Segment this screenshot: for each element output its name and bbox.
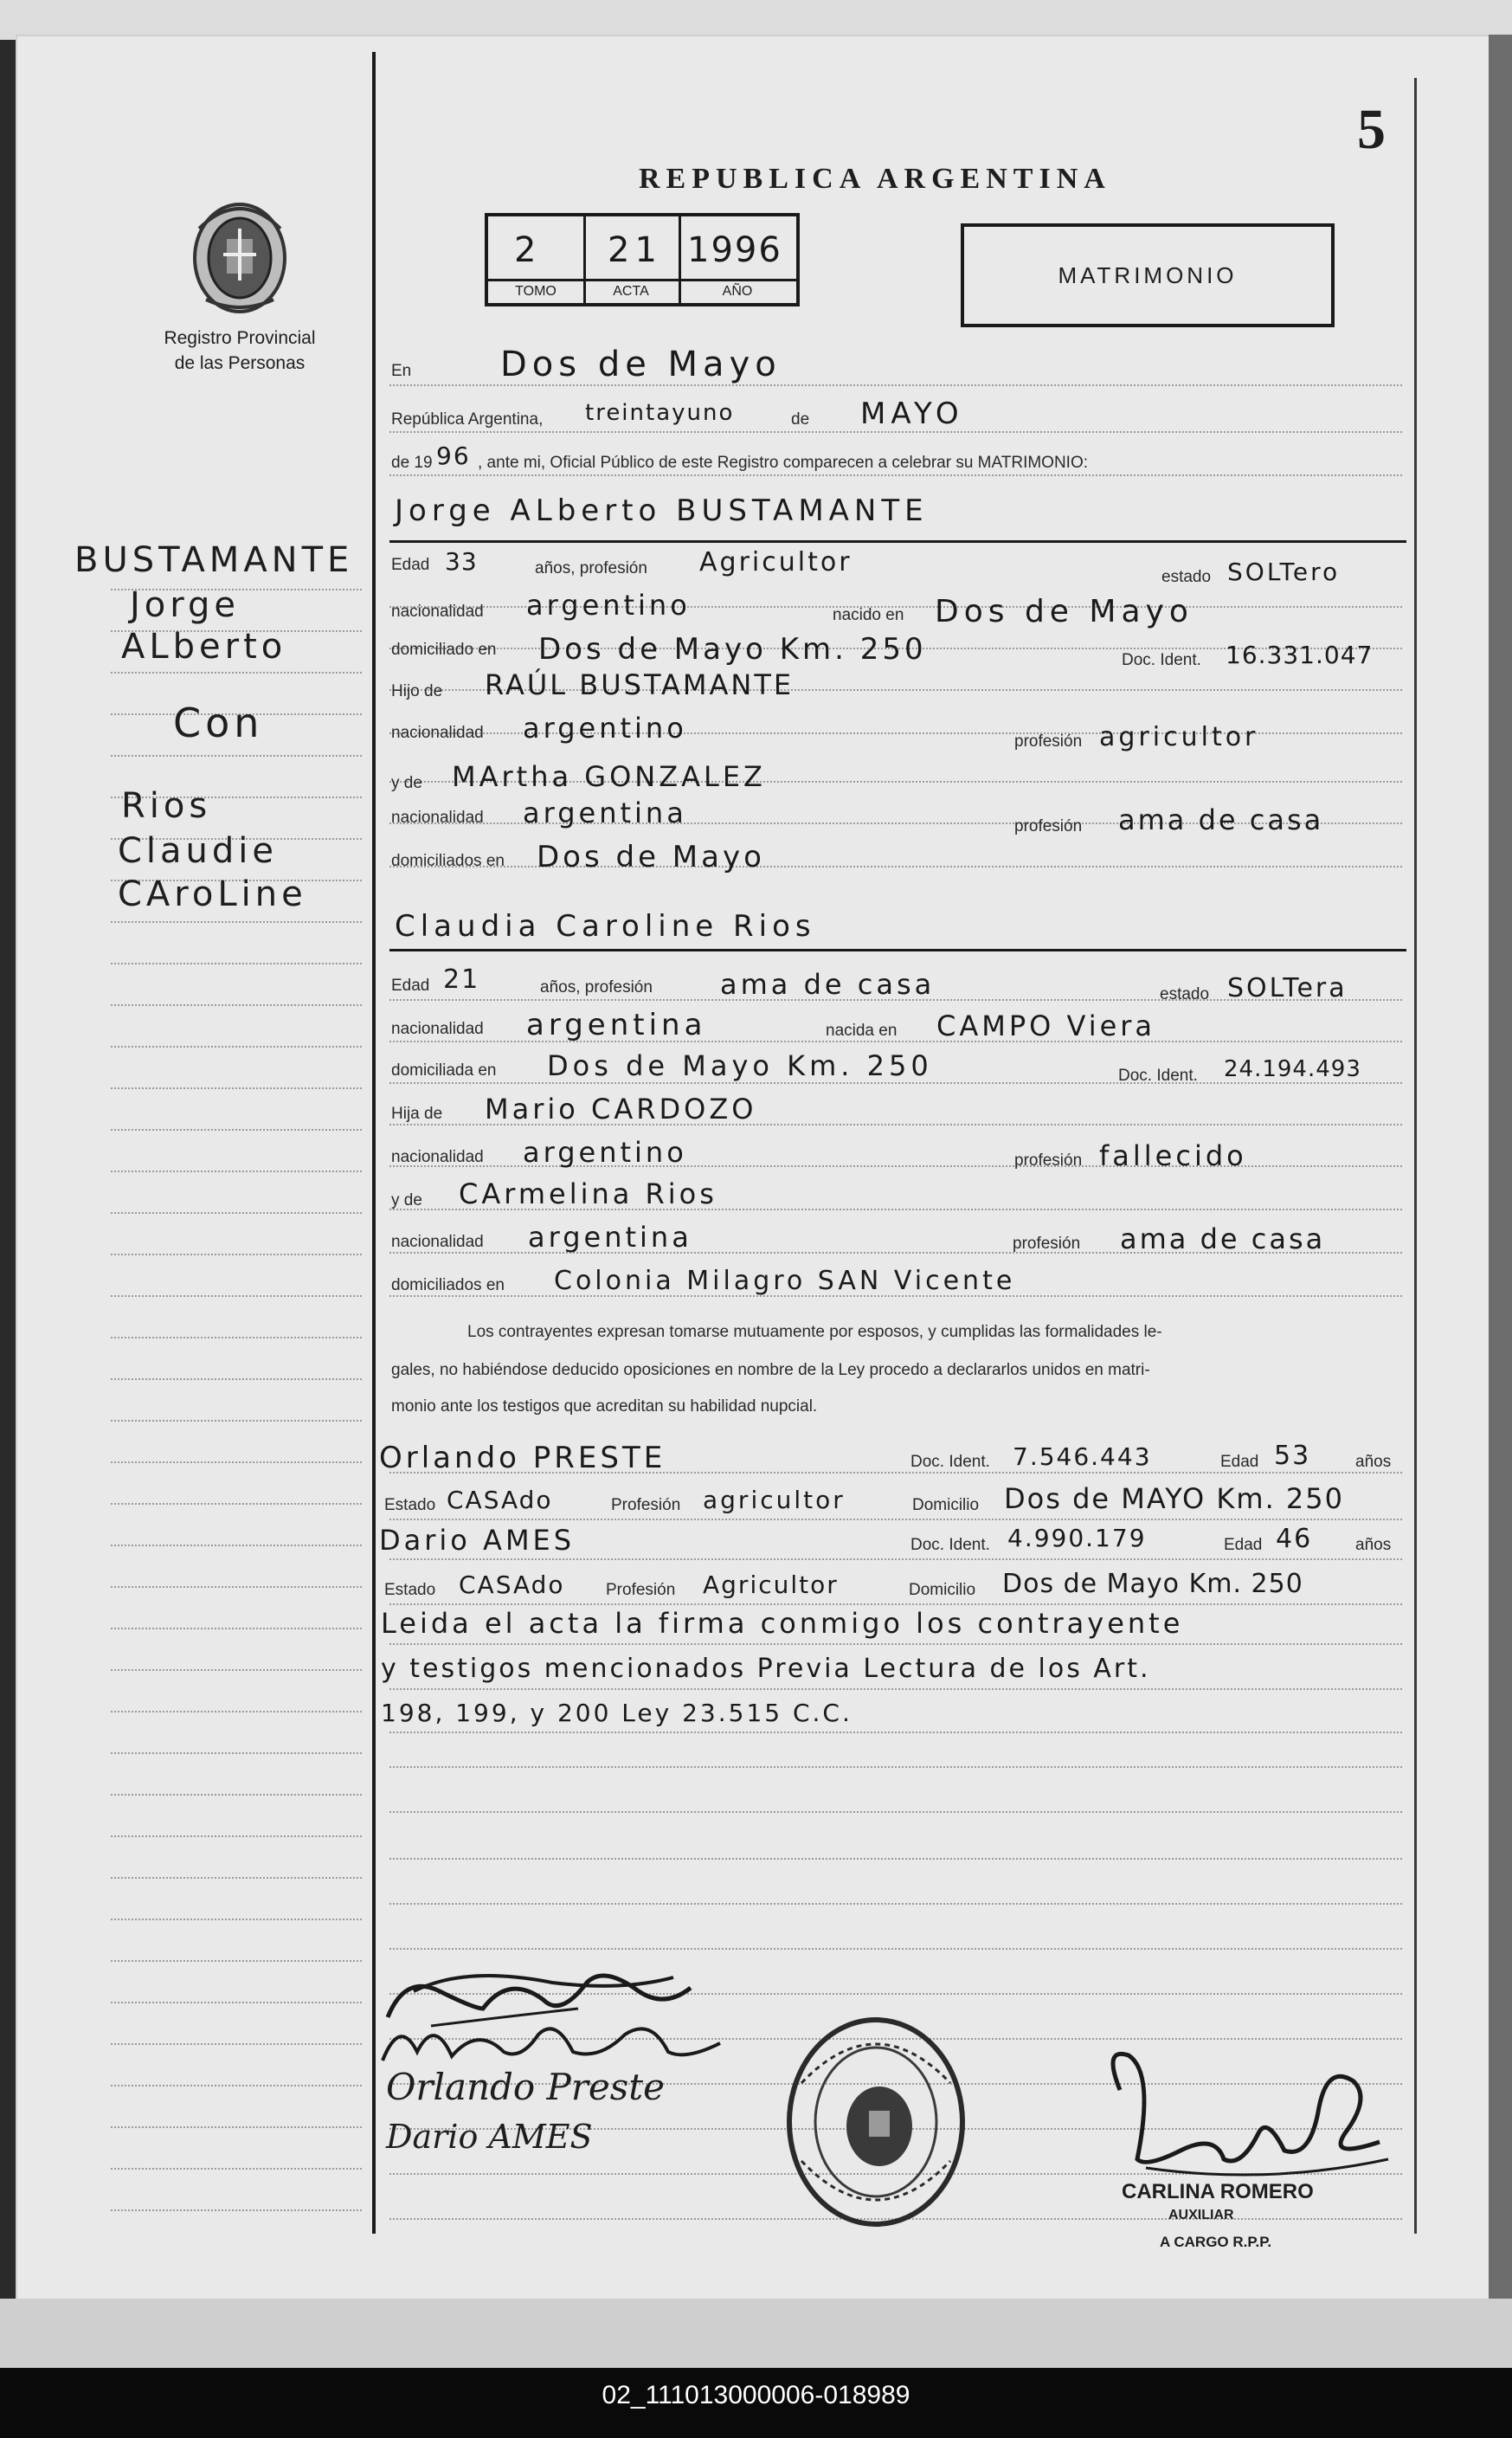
coat-of-arms-emblem xyxy=(189,194,291,315)
bride-mother: CArmelina Rios xyxy=(459,1177,717,1210)
acta-value: 21 xyxy=(608,230,662,270)
margin-rule-line xyxy=(111,2168,362,2171)
margin-rule-line xyxy=(111,2002,362,2005)
bride-yde-label: y de xyxy=(391,1191,422,1209)
margin-bride-first: Claudie xyxy=(118,831,279,871)
officer-role-2: A CARGO R.P.P. xyxy=(1160,2234,1272,2250)
officer-name: CARLINA ROMERO xyxy=(1122,2180,1314,2203)
witness2-age: 46 xyxy=(1276,1524,1313,1554)
margin-rule-line xyxy=(111,1877,362,1880)
witness1-document: 7.546.443 xyxy=(1013,1442,1152,1471)
main-rule-line xyxy=(389,1732,1402,1733)
signature-officer xyxy=(1094,2038,1406,2194)
margin-rule-line xyxy=(111,963,362,966)
main-rule-line xyxy=(389,1858,1402,1860)
margin-groom-surname: BUSTAMANTE xyxy=(74,540,354,580)
bride-mother-prof-label: profesión xyxy=(1013,1235,1081,1253)
margin-rule-line xyxy=(111,1004,362,1008)
margin-rule-line xyxy=(111,1129,362,1132)
groom-mother-prof-label: profesión xyxy=(1014,817,1083,835)
margin-rule-line xyxy=(111,1752,362,1756)
margin-rule-line xyxy=(111,1378,362,1382)
main-rule-line xyxy=(389,1948,1402,1950)
margin-rule-line xyxy=(111,1337,362,1340)
witness1-profession: agricultor xyxy=(703,1486,846,1514)
statement-line-3: monio ante los testigos que acreditan su habilidad nupcial. xyxy=(391,1397,818,1416)
bride-father-nac-label: nacionalidad xyxy=(391,1148,484,1166)
groom-nacido-label: nacido en xyxy=(833,606,904,624)
witness2-dom-label: Domicilio xyxy=(909,1581,976,1599)
document-type-box xyxy=(961,223,1335,327)
margin-rule-line xyxy=(111,1919,362,1922)
margin-bride-middle: CAroLine xyxy=(118,874,307,914)
margin-rule-line xyxy=(111,1087,362,1091)
ceremony-year: 96 xyxy=(436,442,471,470)
archive-id-footer xyxy=(0,2368,1512,2438)
margin-rule-line xyxy=(111,1628,362,1631)
signature-witness1: Orlando Preste xyxy=(386,2066,666,2108)
groom-birthplace: Dos de Mayo xyxy=(935,594,1194,629)
main-rule-line xyxy=(389,1688,1402,1690)
groom-name-rule xyxy=(389,540,1406,543)
bride-hija-label: Hija de xyxy=(391,1105,443,1123)
bride-marital-status: SOLTera xyxy=(1227,973,1348,1003)
header-title: REPUBLICA ARGENTINA xyxy=(639,163,1111,195)
bride-estado-label: estado xyxy=(1160,985,1210,1003)
groom-doc-label: Doc. Ident. xyxy=(1122,651,1201,669)
groom-document: 16.331.047 xyxy=(1226,641,1374,669)
signature-witness2: Dario AMES xyxy=(386,2118,593,2156)
margin-rule-line xyxy=(111,1046,362,1049)
page-number: 5 xyxy=(1357,98,1386,161)
groom-marital-status: SOLTero xyxy=(1227,558,1341,586)
witness2-address: Dos de Mayo Km. 250 xyxy=(1002,1569,1303,1599)
bride-nationality: argentina xyxy=(526,1008,707,1042)
main-rule-line xyxy=(389,1643,1402,1645)
margin-bride-surname: Rios xyxy=(121,786,212,826)
reference-box xyxy=(485,213,800,306)
groom-age: 33 xyxy=(445,547,478,576)
groom-estado-label: estado xyxy=(1161,568,1212,586)
official-seal-stamp xyxy=(784,2014,968,2230)
witness1-edad-label: Edad xyxy=(1220,1453,1259,1471)
margin-groom-middle: ALberto xyxy=(121,627,287,667)
ceremony-month: MAYO xyxy=(860,397,964,431)
margin-rule-line xyxy=(111,1254,362,1257)
groom-anos-prof-label: años, profesión xyxy=(535,559,647,577)
statement-line-2: gales, no habiéndose deducido oposiciones en nombre de la Ley procedo a declararlos unidos en matri- xyxy=(391,1361,1150,1379)
document-type: MATRIMONIO xyxy=(1058,262,1238,288)
witness1-estado-label: Estado xyxy=(384,1496,436,1514)
ano-value: 1996 xyxy=(687,230,782,270)
groom-mother-nac-label: nacionalidad xyxy=(391,809,484,827)
groom-dom-label: domiciliado en xyxy=(391,641,497,659)
bride-name-rule xyxy=(389,949,1406,951)
bride-mother-nac-label: nacionalidad xyxy=(391,1233,484,1251)
bride-nac-label: nacionalidad xyxy=(391,1020,484,1038)
bride-address: Dos de Mayo Km. 250 xyxy=(547,1049,933,1082)
margin-rule-line xyxy=(111,921,362,925)
groom-hijo-label: Hijo de xyxy=(391,682,443,700)
bride-edad-label: Edad xyxy=(391,977,430,995)
margin-rule-line xyxy=(111,1420,362,1423)
margin-rule-line xyxy=(111,1461,362,1465)
groom-father: RAÚL BUSTAMANTE xyxy=(485,668,795,701)
witness1-age: 53 xyxy=(1274,1441,1311,1471)
bride-anos-prof-label: años, profesión xyxy=(540,978,653,996)
witness2-doc-label: Doc. Ident. xyxy=(910,1536,990,1554)
groom-yde-label: y de xyxy=(391,774,422,792)
witness1-marital-status: CASAdo xyxy=(447,1486,553,1514)
margin-rule-line xyxy=(111,2209,362,2213)
margin-divider xyxy=(372,52,376,2234)
acta-cell xyxy=(583,216,681,303)
witness1-address: Dos de MAYO Km. 250 xyxy=(1004,1482,1344,1515)
margin-rule-line xyxy=(111,2085,362,2088)
margin-rule-line xyxy=(111,1171,362,1174)
groom-profession: Agricultor xyxy=(699,547,853,577)
main-rule-line xyxy=(389,1903,1402,1905)
closing-line-3: 198, 199, y 200 Ley 23.515 C.C. xyxy=(381,1699,853,1727)
de-label: de xyxy=(791,410,810,429)
acta-label: ACTA xyxy=(613,284,649,299)
groom-nac-label: nacionalidad xyxy=(391,603,484,621)
bride-father-nationality: argentino xyxy=(523,1136,687,1169)
groom-mother: MArtha GONZALEZ xyxy=(452,760,766,793)
groom-mother-nationality: argentina xyxy=(523,797,687,829)
bride-birthplace: CAMPO Viera xyxy=(936,1009,1156,1042)
ceremony-place: Dos de Mayo xyxy=(500,345,782,384)
groom-father-prof-label: profesión xyxy=(1014,732,1083,751)
bride-doc-label: Doc. Ident. xyxy=(1118,1067,1198,1085)
margin-rule-line xyxy=(111,1794,362,1797)
margin-rule-line xyxy=(111,1212,362,1216)
page-right-edge xyxy=(1489,35,1512,2329)
bride-father-prof-label: profesión xyxy=(1014,1151,1083,1170)
witness1-dom-label: Domicilio xyxy=(912,1496,980,1514)
registry-line-2: de las Personas xyxy=(174,353,306,373)
ano-cell xyxy=(679,216,796,303)
margin-rule-line xyxy=(111,1545,362,1548)
main-rule-line xyxy=(389,1766,1402,1768)
en-label: En xyxy=(391,362,412,380)
groom-address: Dos de Mayo Km. 250 xyxy=(538,632,927,667)
witness2-estado-label: Estado xyxy=(384,1581,436,1599)
witness1-anos-label: años xyxy=(1355,1453,1392,1471)
groom-mother-profession: ama de casa xyxy=(1118,803,1324,836)
main-rule-line xyxy=(389,1519,1402,1520)
bride-name: Claudia Caroline Rios xyxy=(395,909,816,944)
main-rule-line xyxy=(389,1558,1402,1560)
witness1-prof-label: Profesión xyxy=(611,1496,681,1514)
groom-father-nationality: argentino xyxy=(523,712,687,745)
witness2-marital-status: CASAdo xyxy=(459,1571,565,1599)
bride-mother-profession: ama de casa xyxy=(1120,1222,1326,1255)
bride-father: Mario CARDOZO xyxy=(485,1093,757,1125)
groom-nationality: argentino xyxy=(526,589,691,622)
registry-name xyxy=(128,326,351,376)
ceremony-day: treintayuno xyxy=(585,400,735,426)
groom-name: Jorge ALberto BUSTAMANTE xyxy=(395,493,929,528)
main-rule-line xyxy=(389,431,1402,433)
year-label: de 19 xyxy=(391,454,433,472)
groom-parents-address: Dos de Mayo xyxy=(537,840,765,874)
bride-father-profession: fallecido xyxy=(1099,1139,1247,1172)
ano-label: AÑO xyxy=(722,284,753,299)
bride-doms-label: domiciliados en xyxy=(391,1276,505,1294)
witness2-anos-label: años xyxy=(1355,1536,1392,1554)
margin-rule-line xyxy=(111,1586,362,1590)
officer-role-1: AUXILIAR xyxy=(1168,2208,1234,2222)
archive-id: 02_111013000006-018989 xyxy=(602,2381,910,2409)
bride-age: 21 xyxy=(443,964,480,995)
groom-father-profession: agricultor xyxy=(1099,722,1259,752)
margin-con: Con xyxy=(173,700,264,746)
closing-line-1: Leida el acta la firma conmigo los contrayente xyxy=(381,1607,1184,1640)
margin-rule-line xyxy=(111,1295,362,1299)
bride-parents-address: Colonia Milagro SAN Vicente xyxy=(554,1266,1016,1296)
tomo-label: TOMO xyxy=(515,284,557,299)
main-rule-line xyxy=(389,384,1402,386)
witness2-prof-label: Profesión xyxy=(606,1581,676,1599)
page-bottom-edge xyxy=(0,2299,1512,2368)
intro-text: , ante mi, Oficial Público de este Registro comparecen a celebrar su MATRIMONIO: xyxy=(478,454,1089,472)
groom-doms-label: domiciliados en xyxy=(391,852,505,870)
main-rule-line xyxy=(389,474,1402,476)
margin-rule-line xyxy=(111,2043,362,2047)
witness2-document: 4.990.179 xyxy=(1007,1524,1147,1552)
registry-line-1: Registro Provincial xyxy=(164,328,316,348)
margin-groom-first: Jorge xyxy=(130,585,241,625)
groom-edad-label: Edad xyxy=(391,556,430,574)
republic-label: República Argentina, xyxy=(391,410,544,429)
witness2-name: Dario AMES xyxy=(379,1524,576,1557)
reference-box-divider xyxy=(488,279,796,281)
witness2-profession: Agricultor xyxy=(703,1571,839,1599)
witness2-edad-label: Edad xyxy=(1224,1536,1263,1554)
margin-rule-line xyxy=(111,672,362,675)
tomo-cell xyxy=(488,216,586,303)
margin-rule-line xyxy=(111,1711,362,1714)
groom-father-nac-label: nacionalidad xyxy=(391,724,484,742)
bride-dom-label: domiciliada en xyxy=(391,1061,497,1080)
main-rule-line xyxy=(389,1603,1402,1605)
bride-nacida-label: nacida en xyxy=(826,1022,898,1040)
witness1-name: Orlando PRESTE xyxy=(379,1441,666,1475)
closing-line-2: y testigos mencionados Previa Lectura de los Art. xyxy=(381,1654,1151,1684)
margin-rule-line xyxy=(111,1669,362,1673)
main-rule-line xyxy=(389,1811,1402,1813)
margin-rule-line xyxy=(111,2126,362,2130)
margin-rule-line xyxy=(111,1960,362,1964)
bride-mother-nationality: argentina xyxy=(528,1221,692,1254)
margin-rule-line xyxy=(111,1835,362,1839)
witness1-doc-label: Doc. Ident. xyxy=(910,1453,990,1471)
margin-rule-line xyxy=(111,1503,362,1506)
right-border xyxy=(1414,78,1417,2234)
bride-document: 24.194.493 xyxy=(1224,1056,1361,1082)
margin-rule-line xyxy=(111,755,362,758)
main-rule-line xyxy=(389,1082,1402,1084)
statement-line-1: Los contrayentes expresan tomarse mutuamente por esposos, y cumplidas las formalidades le- xyxy=(467,1323,1162,1341)
tomo-value: 2 xyxy=(514,230,542,270)
bride-profession: ama de casa xyxy=(720,968,936,1001)
